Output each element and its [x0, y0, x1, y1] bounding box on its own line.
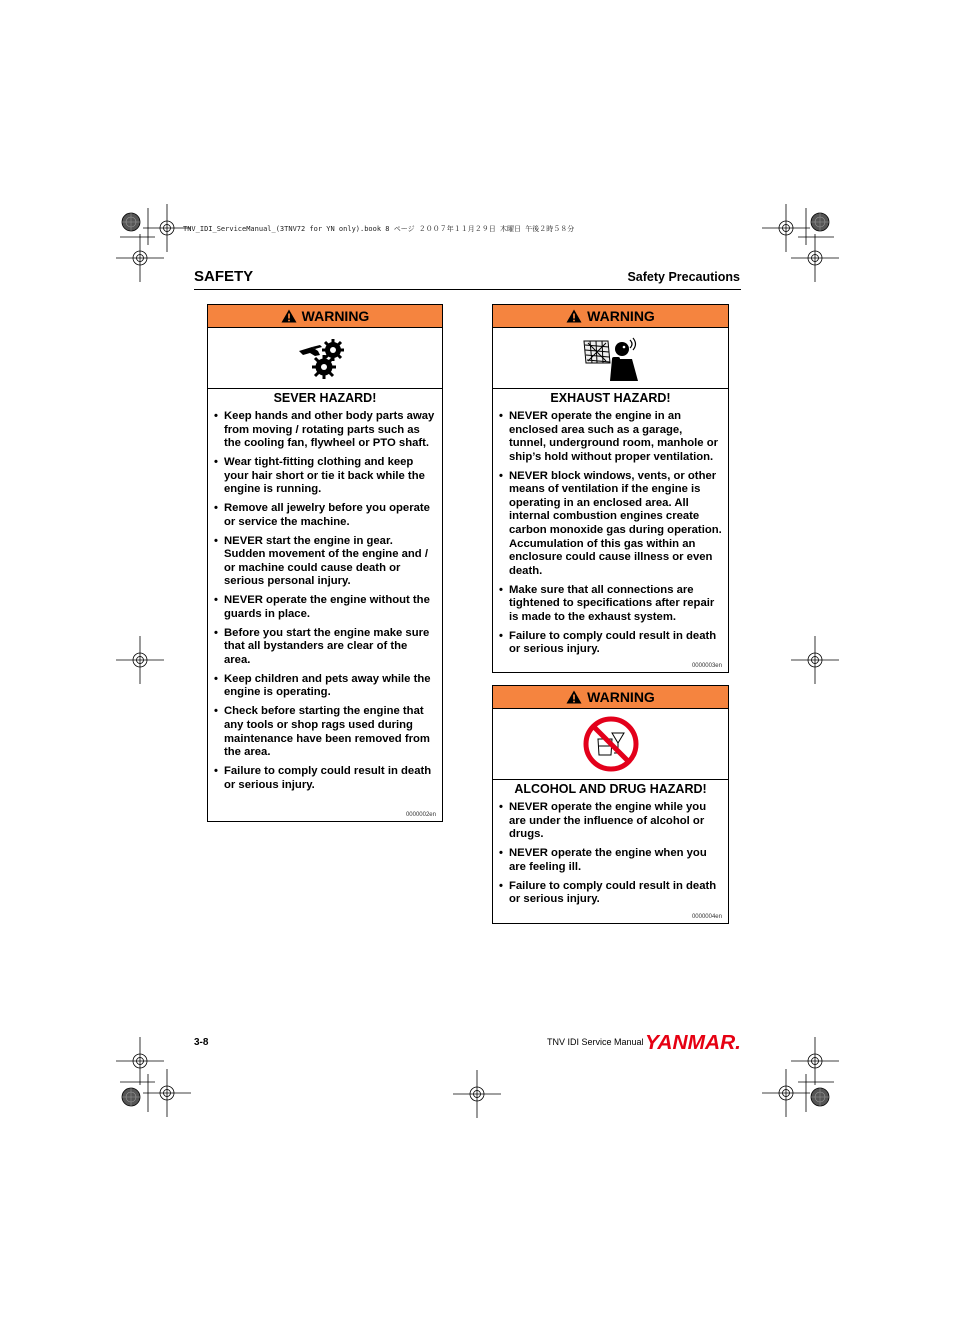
list-item: • NEVER operate the engine when you are feeling ill.: [499, 847, 722, 874]
list-item: • Keep hands and other body parts away from moving / rotating parts such as the cooling fan, flywheel or PTO shaft.: [214, 410, 436, 451]
list-item: • Failure to comply could result in death or serious injury.: [499, 880, 722, 907]
sever-hazard-panel: [207, 304, 443, 822]
warning-bar: [208, 305, 442, 328]
warning-label: WARNING: [587, 689, 655, 705]
manual-title: TNV IDI Service Manual: [547, 1037, 644, 1047]
list-item: • Before you start the engine make sure that all bystanders are clear of the area.: [214, 627, 436, 668]
yanmar-logo: [645, 1031, 743, 1053]
exhaust-hazard-panel: [492, 304, 729, 673]
list-item: • Failure to comply could result in death or serious injury.: [214, 765, 436, 792]
list-item: • Check before starting the engine that any tools or shop rags used during maintenance have been removed from the area.: [214, 705, 436, 759]
brand-wordmark: YANMAR.: [645, 1032, 741, 1053]
list-item: • Make sure that all connections are tightened to specifications after repair is made to the exhaust system.: [499, 584, 722, 625]
list-item: • NEVER block windows, vents, or other means of ventilation if the engine is operating in an enclosed area. All internal combustion engines create carbon monoxide gas during operation. Accumulation of this gas within an enclosure could cause illness or even death.: [499, 470, 722, 579]
warning-label: WARNING: [301, 308, 370, 324]
warning-triangle-icon: [566, 309, 582, 323]
list-item: • Keep children and pets away while the engine is operating.: [214, 673, 436, 700]
list-item: • NEVER operate the engine while you are under the influence of alcohol or drugs.: [499, 801, 722, 842]
exhaust-hazard-icon: [582, 335, 640, 381]
page-number: 3-8: [194, 1037, 209, 1048]
hazard-instructions-list: [493, 410, 728, 657]
sever-hazard-icon: [298, 337, 352, 379]
sever-hazard-pictogram-area: [208, 328, 442, 389]
list-item: • NEVER start the engine in gear. Sudden movement of the engine and / or machine could cause death or serious personal injury.: [214, 535, 436, 589]
exhaust-hazard-pictogram-area: [493, 328, 728, 389]
warning-triangle-icon: [566, 690, 582, 704]
label-code: 0000002en: [405, 812, 436, 818]
subsection-title: Safety Precautions: [627, 270, 740, 284]
label-code: 0000004en: [691, 914, 722, 920]
list-item: • NEVER operate the engine in an enclosed area such as a garage, tunnel, underground room, manhole or ship’s hold without proper ventilation.: [499, 410, 722, 464]
hazard-instructions-list: [208, 410, 442, 792]
list-item: • Failure to comply could result in death or serious injury.: [499, 630, 722, 657]
warning-bar: [493, 686, 728, 709]
hazard-instructions-list: [493, 801, 728, 907]
alcohol-drug-hazard-panel: [492, 685, 729, 924]
header-rule: [194, 289, 741, 290]
book-file-info: TNV_IDI_ServiceManual_(3TNV72 for YN only).book 8 ページ ２００７年１１月２９日 木曜日 午後２時５８分: [183, 225, 575, 233]
section-title: SAFETY: [194, 268, 254, 285]
no-alcohol-icon: [582, 715, 640, 773]
list-item: • NEVER operate the engine without the guards in place.: [214, 594, 436, 621]
hazard-title: SEVER HAZARD!: [273, 391, 377, 405]
warning-bar: [493, 305, 728, 328]
hazard-title: EXHAUST HAZARD!: [550, 391, 671, 405]
list-item: • Wear tight-fitting clothing and keep your hair short or tie it back while the engine is running.: [214, 456, 436, 497]
hazard-title: ALCOHOL AND DRUG HAZARD!: [514, 782, 707, 796]
label-code: 0000003en: [691, 663, 722, 669]
warning-triangle-icon: [281, 309, 297, 323]
warning-label: WARNING: [587, 308, 655, 324]
list-item: • Remove all jewelry before you operate or service the machine.: [214, 502, 436, 529]
no-alcohol-pictogram-area: [493, 709, 728, 780]
